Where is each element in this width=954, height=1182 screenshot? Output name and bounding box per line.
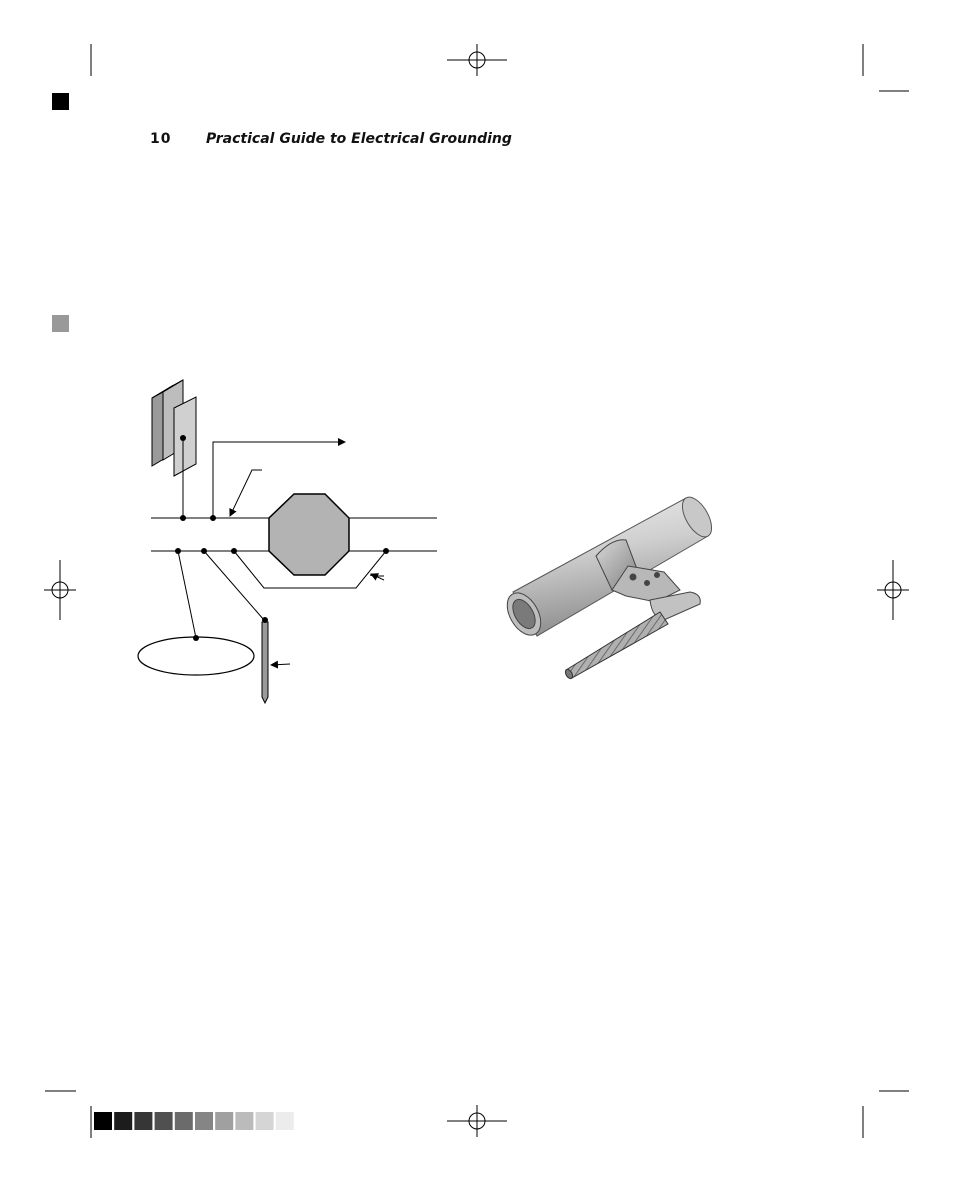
page-number: 10: [150, 131, 172, 147]
conductor-icon: [564, 612, 668, 680]
running-title: Practical Guide to Electrical Grounding: [205, 131, 512, 147]
